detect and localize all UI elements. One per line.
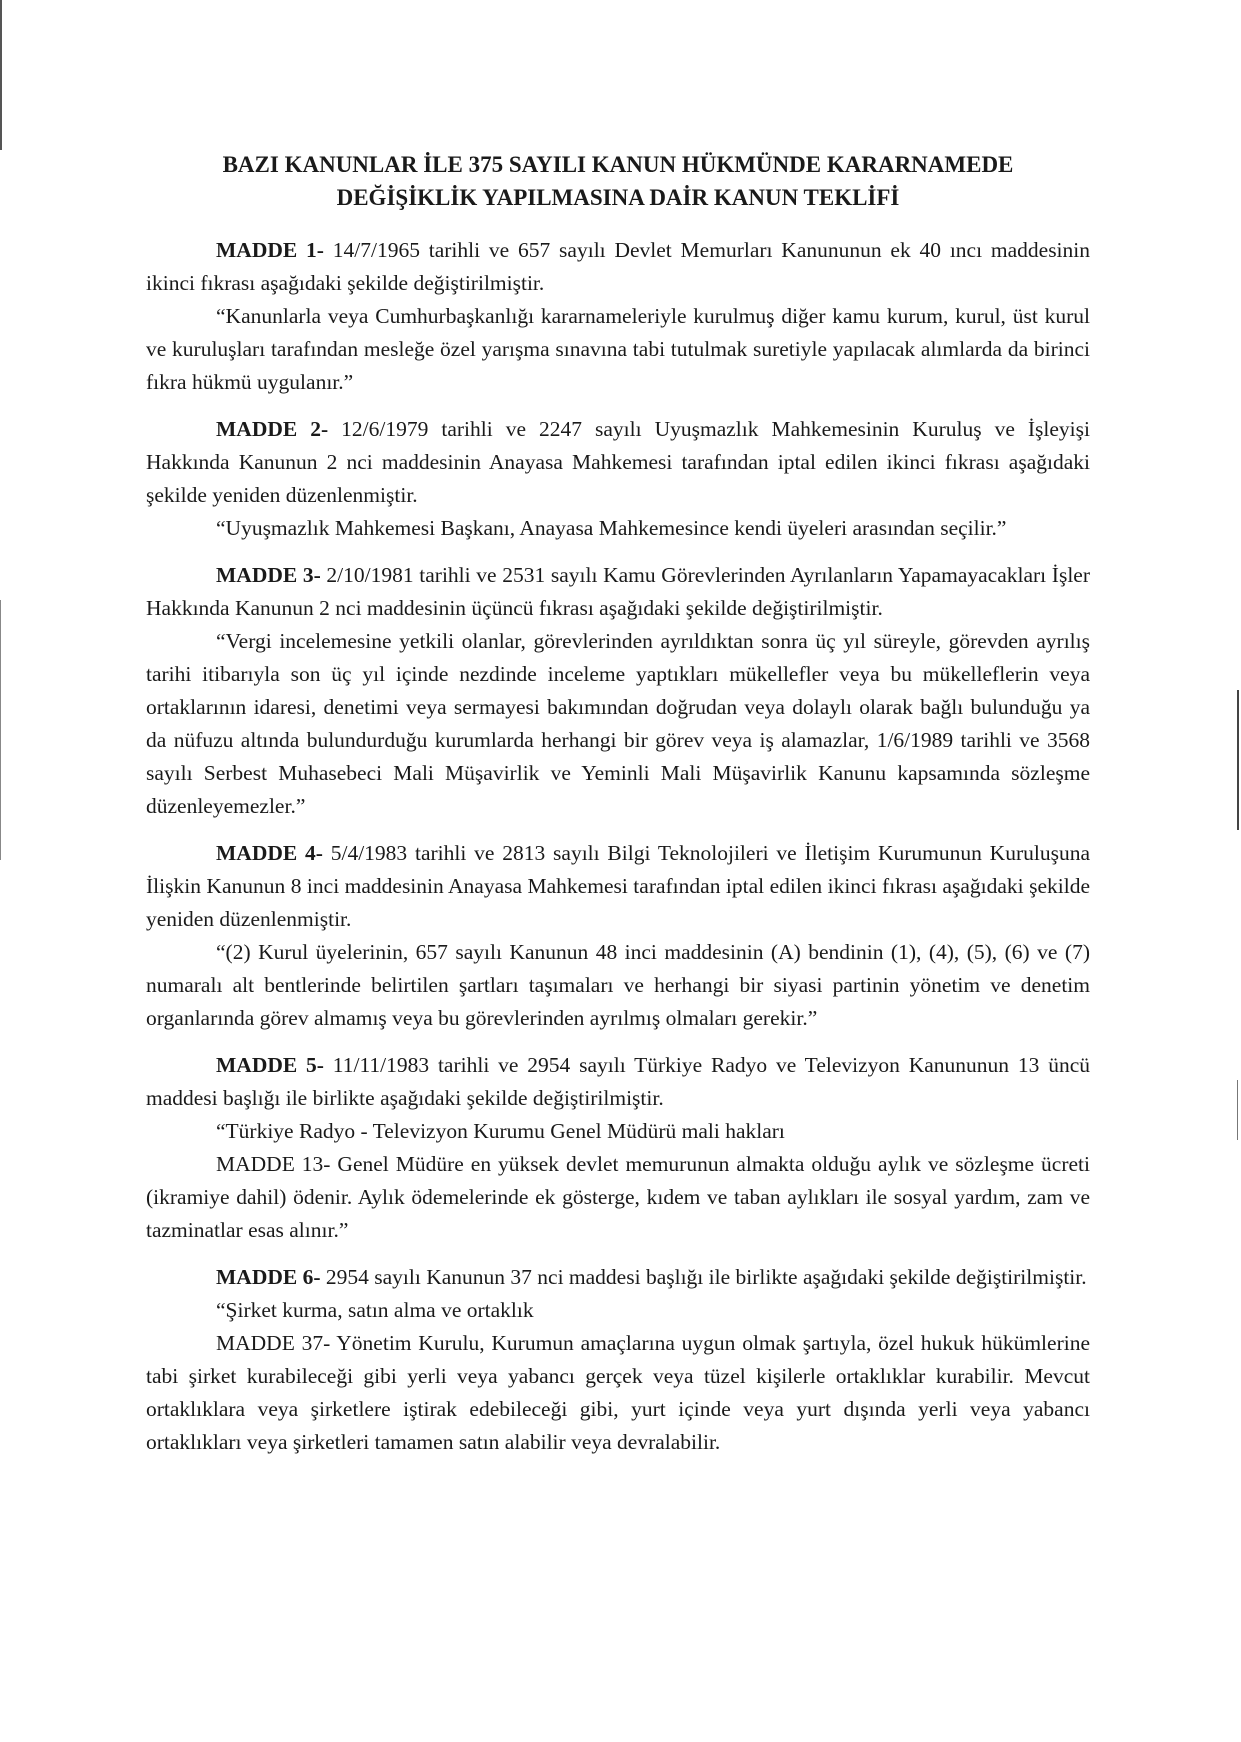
article-3-body bbox=[146, 559, 1090, 625]
article-6-quote-1: “Şirket kurma, satın alma ve ortaklık bbox=[216, 1298, 534, 1322]
article-2 bbox=[146, 413, 1090, 545]
article-5-body bbox=[146, 1049, 1090, 1115]
article-2-label: MADDE 2- bbox=[216, 417, 329, 441]
article-5-label: MADDE 5- bbox=[216, 1053, 324, 1077]
article-1-quote-1: “Kanunlarla veya Cumhurbaşkanlığı kararnameleriyle kurulmuş diğer kamu kurum, kurul, üst kurul ve kuruluşları tarafından mesleğe özel yarışma sınavına tabi tutulmak suretiyle yapılacak alımlarda da birinci fıkra hükmü uygulanır.” bbox=[146, 304, 1090, 394]
article-6-text: 2954 sayılı Kanunun 37 nci maddesi başlığı ile birlikte aşağıdaki şekilde değiştirilmiştir. bbox=[320, 1265, 1087, 1289]
document-title bbox=[146, 148, 1090, 214]
article-3-quote-1: “Vergi incelemesine yetkili olanlar, görevlerinden ayrıldıktan sonra üç yıl süreyle, görevden ayrılış tarihi itibarıyla son üç yıl içinde nezdinde inceleme yaptıkları mükellefler veya bu mükelleflerin veya ortaklarının idaresi, denetimi veya sermayesi bakımından doğrudan veya dolaylı olarak bağlı bulunduğu ya da nüfuzu altında bulundurduğu kurumlarda herhangi bir görev veya iş alamazlar, 1/6/1989 tarihli ve 3568 sayılı Serbest Muhasebeci Mali Müşavirlik ve Yeminli Mali Müşavirlik Kanunu kapsamında sözleşme düzenleyemezler.” bbox=[146, 629, 1090, 818]
article-1-body bbox=[146, 234, 1090, 300]
article-2-text: 12/6/1979 tarihli ve 2247 sayılı Uyuşmazlık Mahkemesinin Kuruluş ve İşleyişi Hakkında Kanunun 2 nci maddesinin Anayasa Mahkemesi tarafından iptal edilen ikinci fıkrası aşağıdaki şekilde yeniden düzenlenmiştir. bbox=[146, 417, 1090, 507]
article-5 bbox=[146, 1049, 1090, 1247]
document-body bbox=[146, 148, 1090, 1459]
scan-edge-mark bbox=[1237, 690, 1239, 830]
article-1-text: 14/7/1965 tarihli ve 657 sayılı Devlet Memurları Kanununun ek 40 ıncı maddesinin ikinci fıkrası aşağıdaki şekilde değiştirilmiştir. bbox=[146, 238, 1091, 295]
article-5-quote-1: “Türkiye Radyo - Televizyon Kurumu Genel Müdürü mali hakları bbox=[216, 1119, 785, 1143]
article-4-label: MADDE 4- bbox=[216, 841, 323, 865]
article-1 bbox=[146, 234, 1090, 399]
article-3 bbox=[146, 559, 1090, 823]
article-3-text: 2/10/1981 tarihli ve 2531 sayılı Kamu Görevlerinden Ayrılanların Yapamayacakları İşler Hakkında Kanunun 2 nci maddesinin üçüncü fıkrası aşağıdaki şekilde değiştirilmiştir. bbox=[146, 563, 1091, 620]
title-line-2: DEĞİŞİKLİK YAPILMASINA DAİR KANUN TEKLİFİ bbox=[336, 185, 900, 210]
title-line-1: BAZI KANUNLAR İLE 375 SAYILI KANUN HÜKMÜNDE KARARNAMEDE bbox=[222, 152, 1014, 177]
article-6-label: MADDE 6- bbox=[216, 1265, 321, 1289]
article-1-label: MADDE 1- bbox=[216, 238, 324, 262]
article-2-body bbox=[146, 413, 1090, 512]
article-6-quote-2: MADDE 37- Yönetim Kurulu, Kurumun amaçlarına uygun olmak şartıyla, özel hukuk hükümlerine tabi şirket kurabileceği gibi yerli veya yabancı gerçek veya tüzel kişilerle ortaklıklar kurabilir. Mevcut ortaklıklara veya şirketlere iştirak edebileceği gibi, yurt içinde veya yurt dışında yerli veya yabancı ortaklıkları veya şirketleri tamamen satın alabilir veya devralabilir. bbox=[146, 1331, 1090, 1454]
article-4-body bbox=[146, 837, 1090, 936]
scan-edge-mark bbox=[0, 0, 2, 150]
article-4-quote-1: “(2) Kurul üyelerinin, 657 sayılı Kanunun 48 inci maddesinin (A) bendinin (1), (4), (5), (6) ve (7) numaralı alt bentlerinde belirtilen şartları taşımaları ve herhangi bir siyasi partinin yönetim ve denetim organlarında görev almamış veya bu görevlerinden ayrılmış olmaları gerekir.” bbox=[146, 940, 1090, 1030]
article-3-label: MADDE 3- bbox=[216, 563, 321, 587]
article-5-quote-2: MADDE 13- Genel Müdüre en yüksek devlet memurunun almakta olduğu aylık ve sözleşme ücreti (ikramiye dahil) ödenir. Aylık ödemelerinde ek gösterge, kıdem ve taban aylıkları ile sosyal yardım, zam ve tazminatlar esas alınır.” bbox=[146, 1152, 1090, 1242]
article-6-body bbox=[146, 1261, 1090, 1294]
article-6 bbox=[146, 1261, 1090, 1459]
scan-edge-mark bbox=[1237, 1080, 1238, 1140]
article-2-quote-1: “Uyuşmazlık Mahkemesi Başkanı, Anayasa Mahkemesince kendi üyeleri arasından seçilir.” bbox=[216, 516, 1007, 540]
scan-edge-mark bbox=[0, 600, 1, 860]
article-4-text: 5/4/1983 tarihli ve 2813 sayılı Bilgi Teknolojileri ve İletişim Kurumunun Kuruluşuna İlişkin Kanunun 8 inci maddesinin Anayasa Mahkemesi tarafından iptal edilen ikinci fıkrası aşağıdaki şekilde yeniden düzenlenmiştir. bbox=[146, 841, 1090, 931]
article-4 bbox=[146, 837, 1090, 1035]
article-5-text: 11/11/1983 tarihli ve 2954 sayılı Türkiye Radyo ve Televizyon Kanununun 13 üncü maddesi başlığı ile birlikte aşağıdaki şekilde değiştirilmiştir. bbox=[146, 1053, 1090, 1110]
